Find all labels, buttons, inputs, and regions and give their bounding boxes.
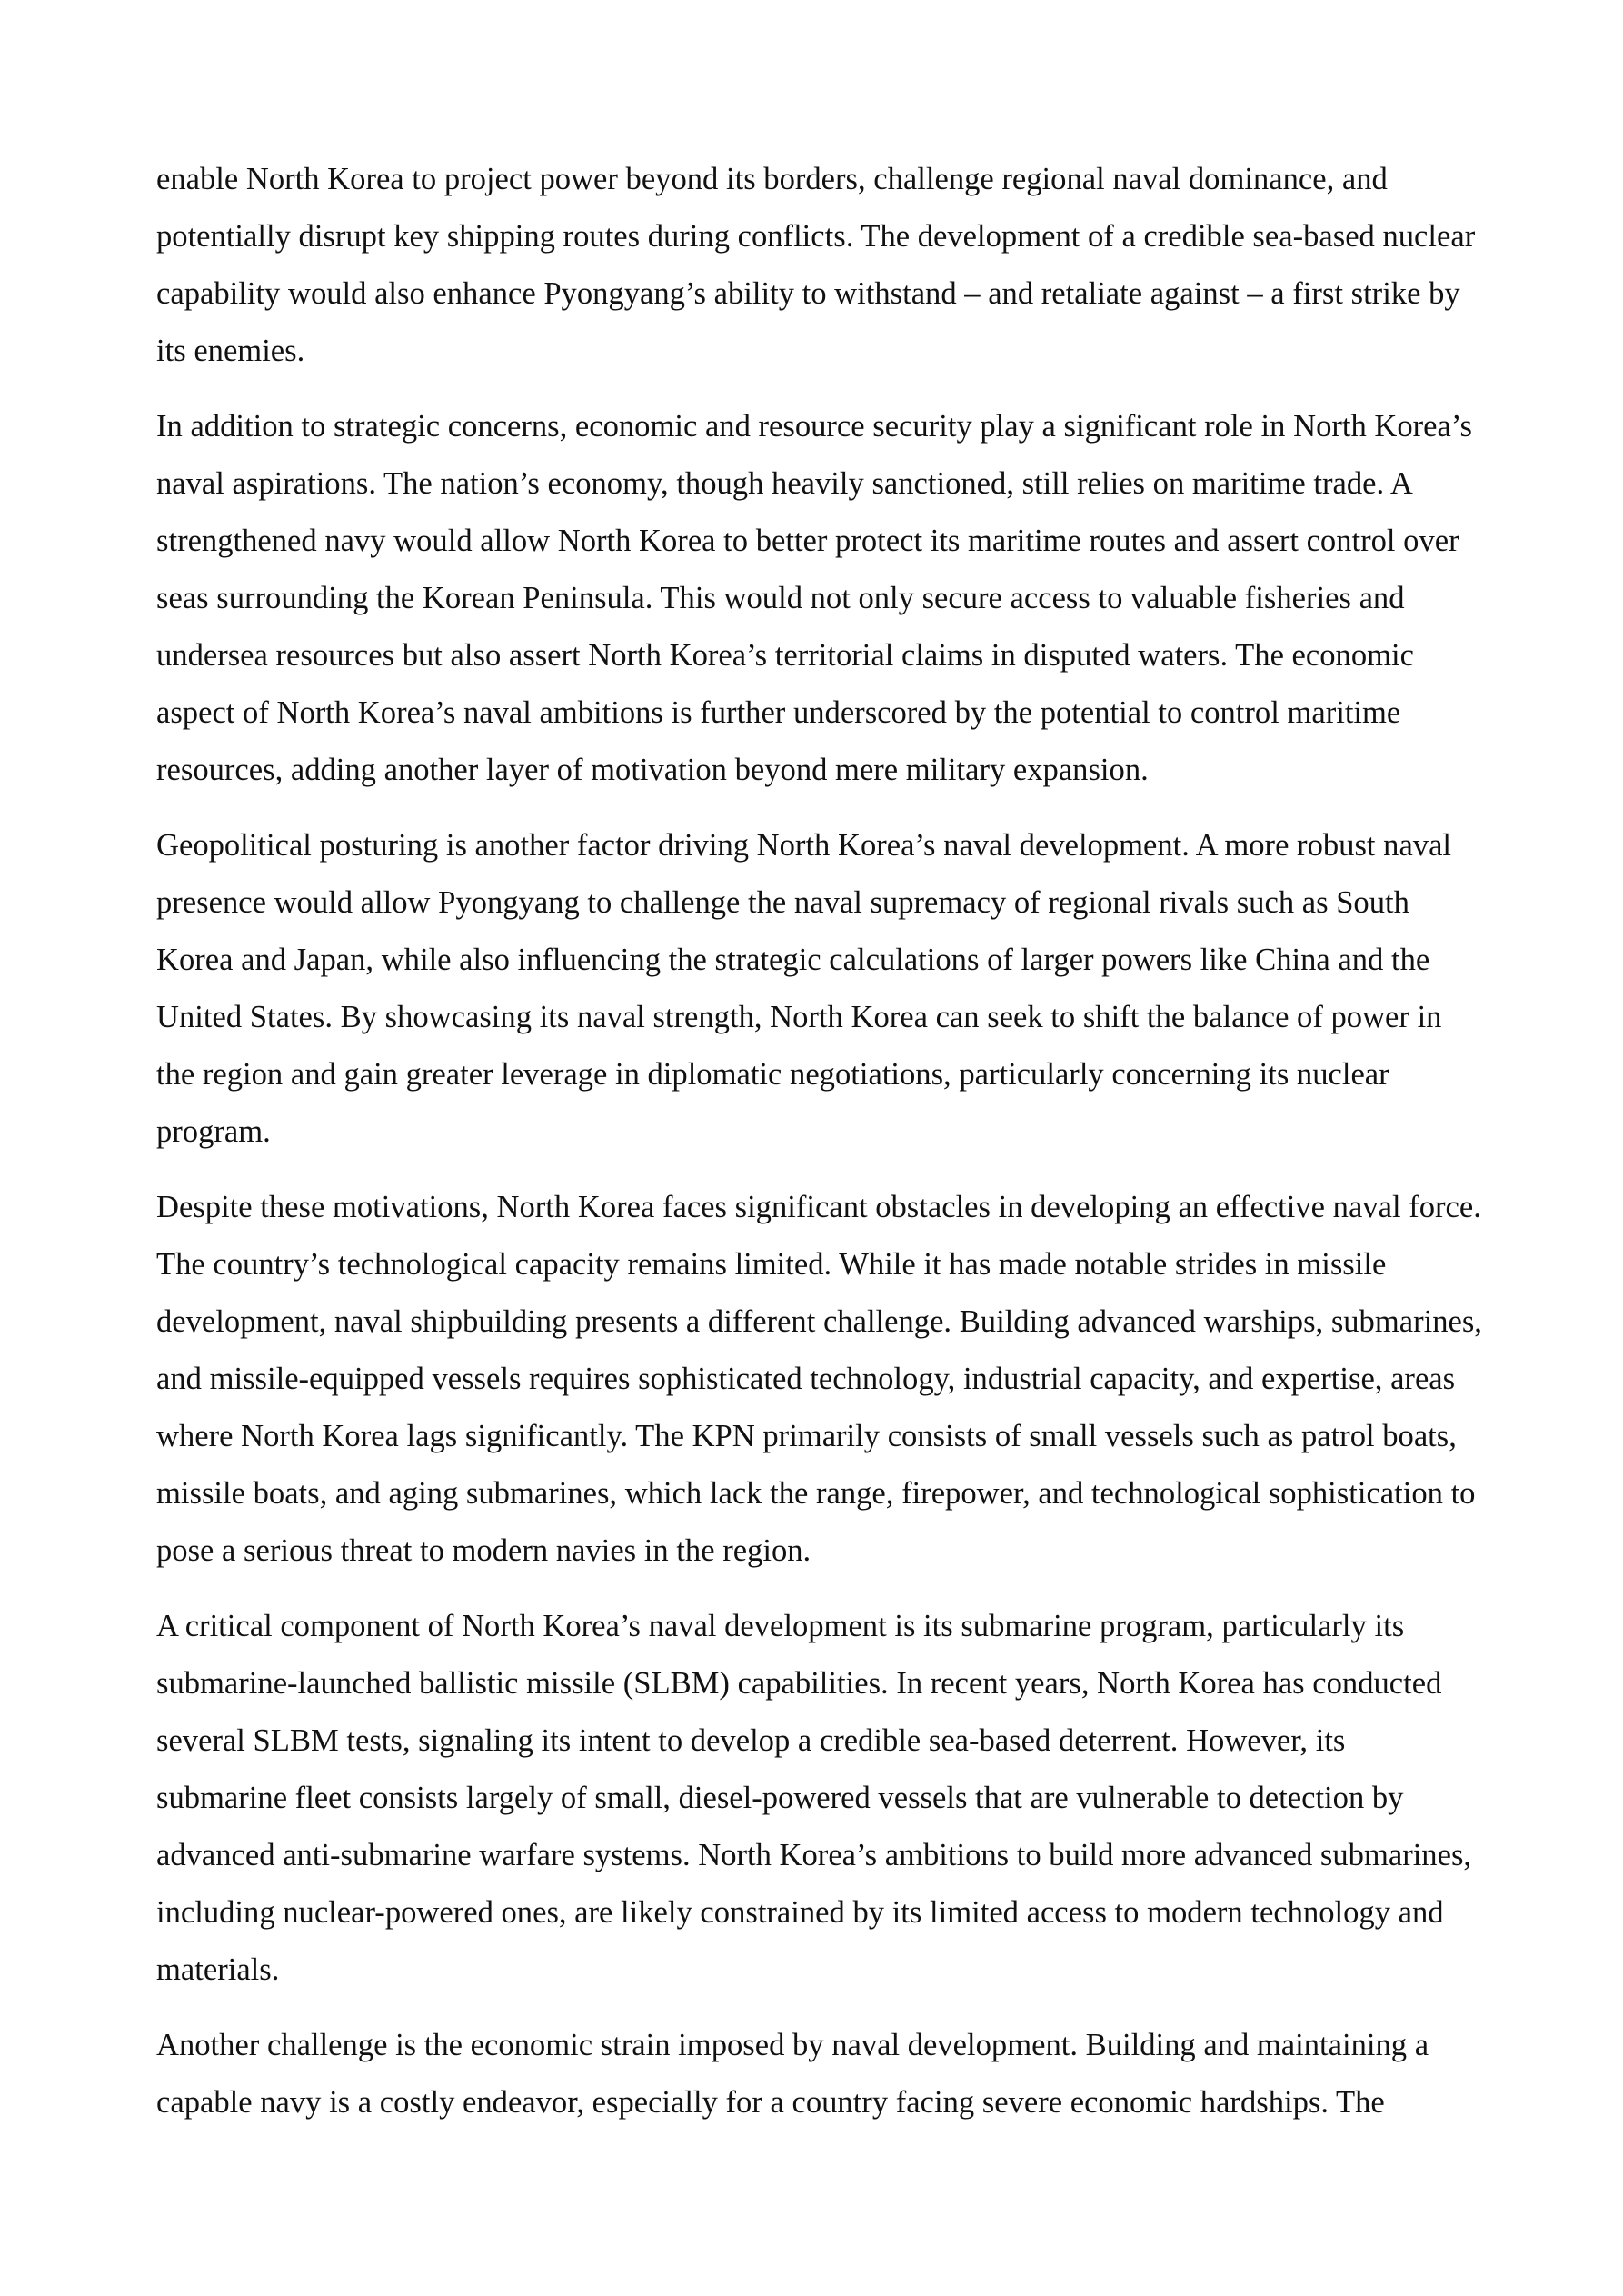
paragraph: Despite these motivations, North Korea faces significant obstacles in developing an effective naval force. The country’s technological capacity remains limited. While it has made notable strides in missile development, naval shipbuilding presents a different challenge. Building advanced warships, submarines, and missile-equipped vessels requires sophisticated technology, industrial capacity, and expertise, areas where North Korea lags significantly. The KPN primarily consists of small vessels such as patrol boats, missile boats, and aging submarines, which lack the range, firepower, and technological sophistication to pose a serious threat to modern navies in the region. [156, 1190, 1482, 1568]
paragraph: enable North Korea to project power beyond its borders, challenge regional naval dominance, and potentially disrupt key shipping routes during conflicts. The development of a credible sea-based nuclear capability would also enhance Pyongyang’s ability to withstand – and retaliate against – a first strike by its enemies. [156, 162, 1476, 368]
paragraph: A critical component of North Korea’s naval development is its submarine program, particularly its submarine-launched ballistic missile (SLBM) capabilities. In recent years, North Korea has conducted several SLBM tests, signaling its intent to develop a credible sea-based deterrent. However, its submarine fleet consists largely of small, diesel-powered vessels that are vulnerable to detection by advanced anti-submarine warfare systems. North Korea’s ambitions to build more advanced submarines, including nuclear-powered ones, are likely constrained by its limited access to modern technology and materials. [156, 1609, 1472, 1987]
paragraph: Another challenge is the economic strain imposed by naval development. Building and maintaining a capable navy is a costly endeavor, especially for a country facing severe economic hardships. The [156, 2028, 1429, 2120]
document-page [156, 151, 1483, 2150]
paragraph: Geopolitical posturing is another factor driving North Korea’s naval development. A more robust naval presence would allow Pyongyang to challenge the naval supremacy of regional rivals such as South Korea and Japan, while also influencing the strategic calculations of larger powers like China and the United States. By showcasing its naval strength, North Korea can seek to shift the balance of power in the region and gain greater leverage in diplomatic negotiations, particularly concerning its nuclear program. [156, 828, 1452, 1149]
paragraph: In addition to strategic concerns, economic and resource security play a significant role in North Korea’s naval aspirations. The nation’s economy, though heavily sanctioned, still relies on maritime trade. A strengthened navy would allow North Korea to better protect its maritime routes and assert control over seas surrounding the Korean Peninsula. This would not only secure access to valuable fisheries and undersea resources but also assert North Korea’s territorial claims in disputed waters. The economic aspect of North Korea’s naval ambitions is further underscored by the potential to control maritime resources, adding another layer of motivation beyond mere military expansion. [156, 409, 1472, 787]
